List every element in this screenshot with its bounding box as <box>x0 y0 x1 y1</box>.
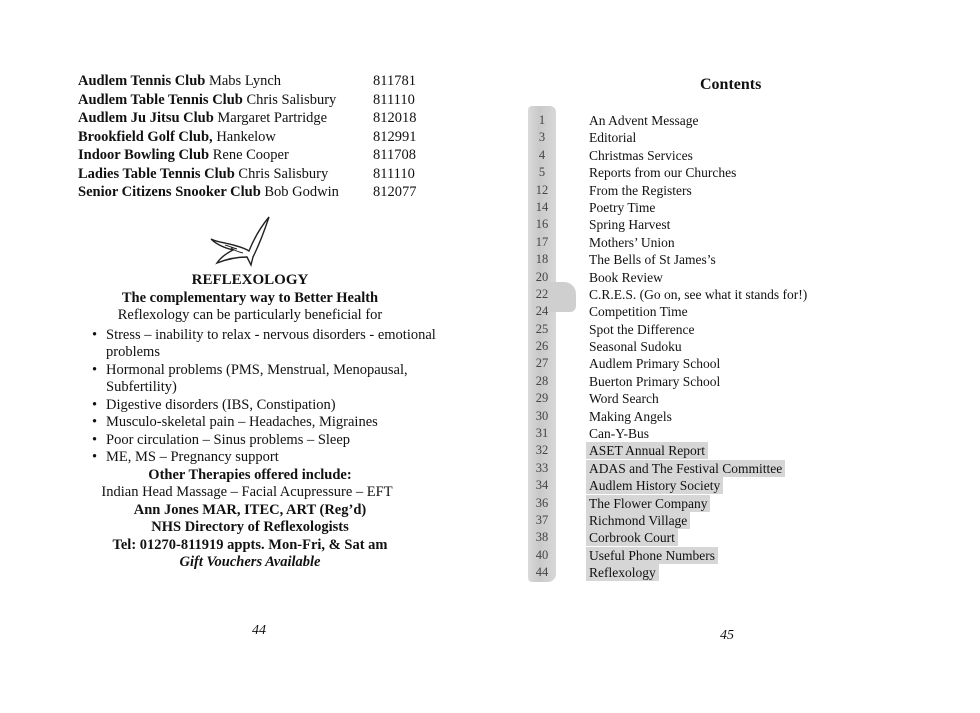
club-row <box>78 72 438 91</box>
contents-page: 44 <box>535 565 549 580</box>
benefit-list <box>60 327 440 467</box>
benefit-item: • Digestive disorders (IBS, Constipation) <box>92 397 440 415</box>
contents-item[interactable] <box>530 529 950 546</box>
contents-item-title: Reports from our Churches <box>589 165 737 181</box>
contents-page: 26 <box>535 339 549 354</box>
contents-item[interactable] <box>530 408 950 425</box>
reflexology-intro: Reflexology can be particularly beneficial for <box>117 307 383 323</box>
contents-list <box>530 112 950 582</box>
contents-item[interactable] <box>530 390 950 407</box>
contents-item-title: Mothers’ Union <box>589 234 675 250</box>
contents-item[interactable] <box>530 547 950 564</box>
other-therapies-heading: Other Therapies offered include: <box>148 466 352 483</box>
contents-page: 24 <box>535 304 549 319</box>
contents-page: 29 <box>535 391 549 406</box>
contents-page: 22 <box>535 286 549 301</box>
contents-item-title: Corbrook Court <box>586 529 678 546</box>
benefit-item: • ME, MS – Pregnancy support <box>92 449 440 467</box>
club-name: Audlem Tennis Club <box>78 73 206 89</box>
contents-item-title: Audlem Primary School <box>589 356 721 372</box>
contents-item[interactable] <box>530 477 950 494</box>
contents-item-title: ASET Annual Report <box>586 442 708 459</box>
contents-item-title: The Flower Company <box>586 495 710 512</box>
club-row <box>78 165 438 184</box>
contents-item[interactable] <box>530 373 950 390</box>
page-number-right: 45 <box>720 628 734 643</box>
contents-page: 34 <box>535 478 549 493</box>
contents-item-title: Reflexology <box>586 564 659 581</box>
contents-item-title: From the Registers <box>589 182 692 198</box>
club-contact: Rene Cooper <box>212 147 289 163</box>
contents-item[interactable] <box>530 564 950 581</box>
club-row <box>78 91 438 110</box>
club-name: Brookfield Golf Club, <box>78 128 213 145</box>
contents-page: 37 <box>535 512 549 527</box>
benefit-item: • Hormonal problems (PMS, Menstrual, Menopausal, Subfertility) <box>92 362 440 397</box>
contents-item-title: Buerton Primary School <box>589 373 721 389</box>
contents-page: 14 <box>535 199 549 214</box>
contents-page: 3 <box>538 130 546 145</box>
contents-item[interactable] <box>530 425 950 442</box>
reflexology-tagline: The complementary way to Better Health <box>121 289 379 306</box>
contents-item[interactable] <box>530 112 950 129</box>
contents-item[interactable] <box>530 321 950 338</box>
club-phone: 811781 <box>373 73 416 89</box>
contents-page: 30 <box>535 408 549 423</box>
club-contact: Chris Salisbury <box>246 91 337 108</box>
contents-item-title: Spring Harvest <box>589 217 671 233</box>
telephone: Tel: 01270-811919 appts. Mon-Fri, & Sat am <box>112 536 388 553</box>
contents-page: 25 <box>535 321 549 336</box>
contents-item-title: Word Search <box>589 391 659 407</box>
contents-item-title: C.R.E.S. (Go on, see what it stands for!) <box>589 286 808 302</box>
contents-page: 40 <box>535 547 549 562</box>
contents-page: 12 <box>535 182 549 197</box>
club-phone: 811708 <box>373 147 416 163</box>
contents-item-title: Spot the Difference <box>589 321 695 337</box>
contents-item-title: Book Review <box>589 269 663 285</box>
club-contact: Bob Godwin <box>264 184 339 200</box>
contents-item-title: Poetry Time <box>589 199 656 215</box>
contents-item-title: The Bells of St James’s <box>589 252 716 268</box>
club-row <box>78 128 438 147</box>
contents-item-title: An Advent Message <box>589 113 699 128</box>
contents-item-title: ADAS and The Festival Committee <box>586 460 785 477</box>
contents-title: Contents <box>700 76 762 93</box>
club-row <box>78 183 438 202</box>
contents-item[interactable] <box>530 251 950 268</box>
contents-page: 18 <box>535 252 549 267</box>
contents-item-title: Can-Y-Bus <box>589 426 649 442</box>
contents-page: 20 <box>535 269 549 284</box>
contents-item[interactable] <box>530 495 950 512</box>
contents-item-title: Christmas Services <box>589 147 693 163</box>
club-name: Audlem Ju Jitsu Club <box>78 110 214 126</box>
contents-page: 28 <box>535 373 549 388</box>
benefit-item: • Poor circulation – Sinus problems – Sleep <box>92 432 440 450</box>
contents-page: 31 <box>535 426 549 441</box>
club-row <box>78 146 438 165</box>
reflexology-heading: REFLEXOLOGY <box>191 272 309 288</box>
contents-item[interactable] <box>530 338 950 355</box>
contents-item[interactable] <box>530 269 950 286</box>
club-name: Senior Citizens Snooker Club <box>78 184 261 200</box>
club-contact: Hankelow <box>216 128 276 145</box>
page-number-left: 44 <box>252 623 266 638</box>
club-contact: Margaret Partridge <box>217 110 328 126</box>
contents-item-title: Useful Phone Numbers <box>586 547 718 564</box>
contents-item-title: Editorial <box>589 130 637 146</box>
contents-item-title: Making Angels <box>589 408 672 424</box>
contents-page: 32 <box>535 443 549 458</box>
club-name: Ladies Table Tennis Club <box>78 165 235 182</box>
contents-item[interactable] <box>530 182 950 199</box>
contents-item[interactable] <box>530 442 950 459</box>
contents-item[interactable] <box>530 147 950 164</box>
club-row <box>78 109 438 128</box>
club-phone: 812018 <box>373 110 417 126</box>
contents-item[interactable] <box>530 199 950 216</box>
contents-item[interactable] <box>530 234 950 251</box>
club-phone: 811110 <box>373 165 415 182</box>
club-contact: Chris Salisbury <box>238 165 329 182</box>
contents-item-title: Seasonal Sudoku <box>589 339 682 355</box>
contents-page: 33 <box>535 460 549 475</box>
contents-page: 16 <box>535 217 549 232</box>
club-phone: 812077 <box>373 184 417 200</box>
club-contact: Mabs Lynch <box>208 73 282 89</box>
club-phone: 812991 <box>373 128 417 145</box>
benefit-item: • Stress – inability to relax - nervous disorders - emotional problems <box>92 327 440 362</box>
contents-page: 36 <box>535 495 549 510</box>
contents-item-title: Audlem History Society <box>586 477 723 494</box>
contents-item[interactable] <box>530 512 950 529</box>
reflexology-ad <box>60 272 440 572</box>
club-list <box>78 72 438 202</box>
contents-item[interactable] <box>530 216 950 233</box>
contents-item-title: Richmond Village <box>586 512 690 529</box>
contents-item[interactable] <box>530 303 950 320</box>
benefit-item: • Musculo-skeletal pain – Headaches, Migraines <box>92 414 440 432</box>
contents-page: 4 <box>538 147 546 162</box>
bird-logo-icon <box>207 215 277 267</box>
contents-item[interactable] <box>530 164 950 181</box>
other-therapies-list: Indian Head Massage – Facial Acupressure – EFT <box>101 484 393 500</box>
contents-page: 17 <box>535 234 549 249</box>
contents-item[interactable] <box>530 460 950 477</box>
club-name: Indoor Bowling Club <box>78 147 210 163</box>
club-name: Audlem Table Tennis Club <box>78 91 243 108</box>
club-phone: 811110 <box>373 91 415 108</box>
nhs-directory: NHS Directory of Reflexologists <box>151 519 349 535</box>
contents-page: 38 <box>535 530 549 545</box>
contents-item[interactable] <box>530 129 950 146</box>
gift-vouchers: Gift Vouchers Available <box>179 554 321 570</box>
contents-page: 5 <box>538 165 546 180</box>
right-page <box>490 0 980 713</box>
contents-item-title: Competition Time <box>589 304 688 320</box>
practitioner-name: Ann Jones MAR, ITEC, ART (Reg’d) <box>133 501 367 518</box>
contents-page: 27 <box>535 356 549 371</box>
contents-item[interactable] <box>530 355 950 372</box>
contents-item[interactable] <box>530 286 950 303</box>
contents-page: 1 <box>538 113 546 127</box>
